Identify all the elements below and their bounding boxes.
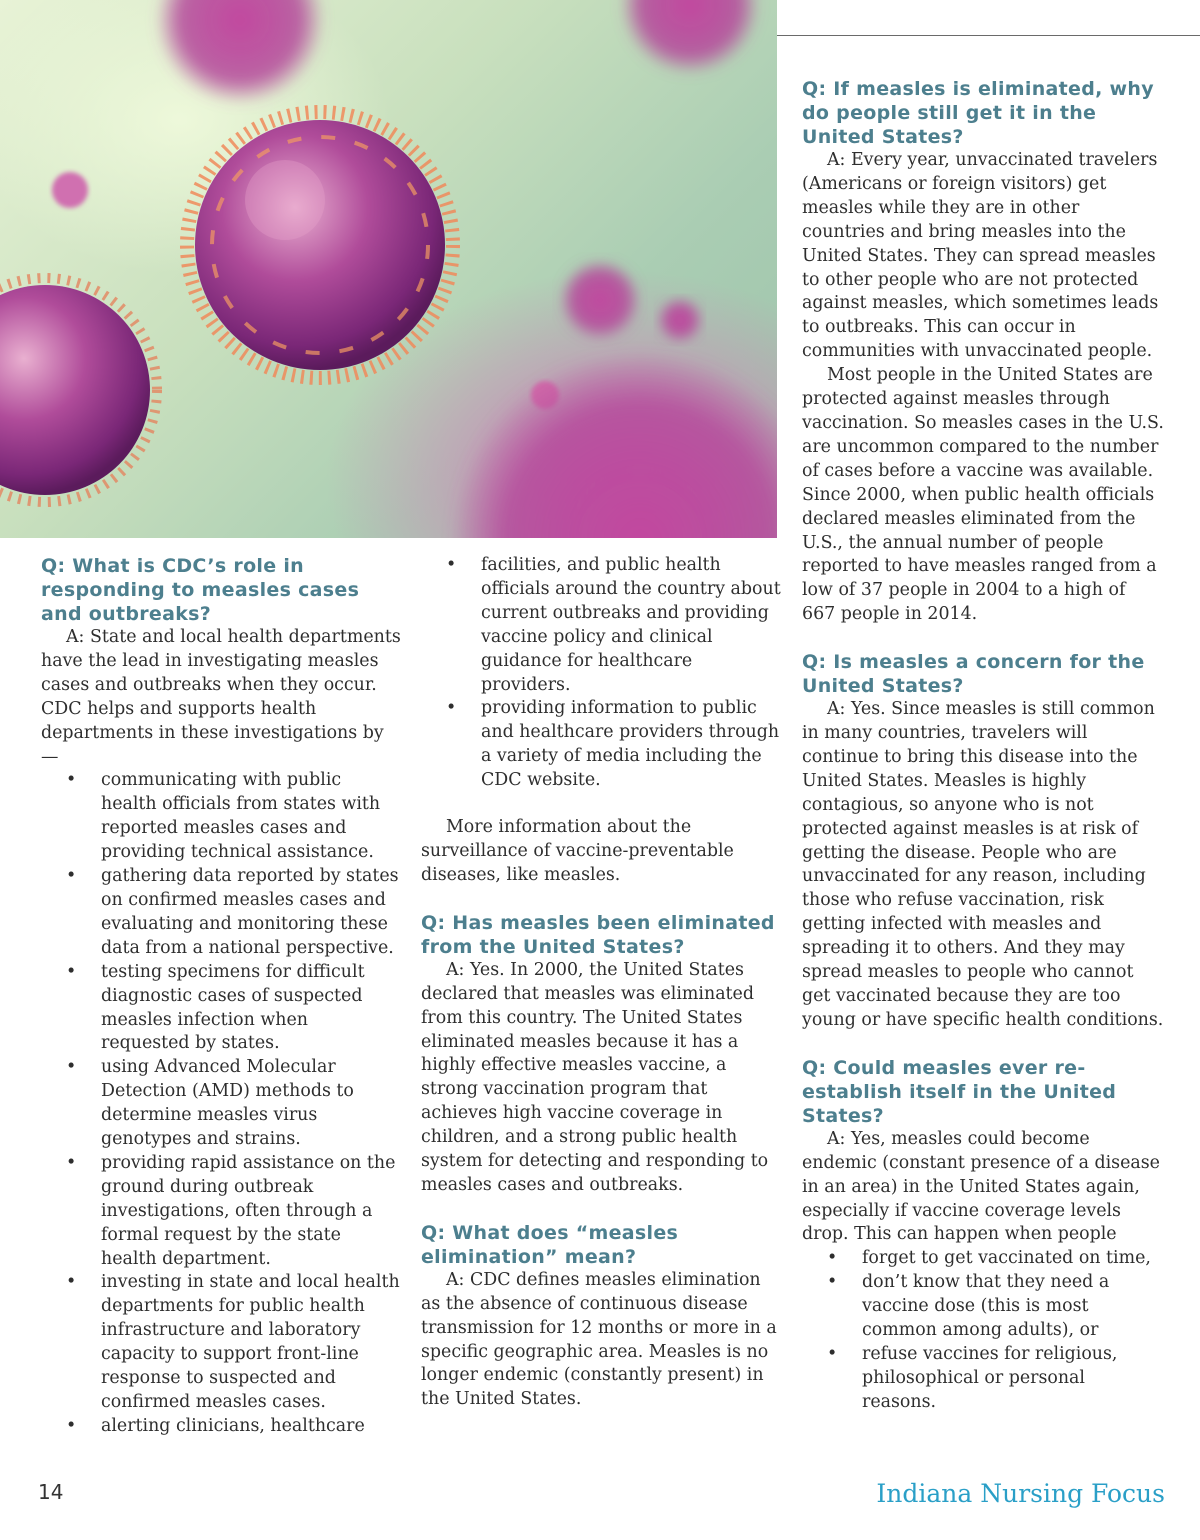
virus-particle — [560, 260, 640, 340]
column-2 — [421, 554, 781, 1412]
answer-measles-eliminated: A: Yes. In 2000, the United States declared that measles was eliminated from this country. The United States eliminated measles because it has a highly effective measles vaccine, a strong vaccination program that achieves high vaccine coverage in children, and a strong public health system for detecting and responding to measles cases and outbreaks. — [421, 959, 769, 1195]
list-item: • providing information to public and healthcare providers through a variety of media including the CDC website. — [481, 697, 781, 793]
question-re-establish: Q: Could measles ever re-establish itself in the United States? — [802, 1056, 1117, 1127]
virus-particle — [52, 172, 88, 208]
list-item: • gathering data reported by states on confirmed measles cases and evaluating and monitoring these data from a national perspective. — [101, 865, 401, 961]
question-concern: Q: Is measles a concern for the United States? — [802, 651, 1145, 698]
virus-particle — [195, 120, 445, 370]
cdc-role-list-continued — [421, 554, 781, 793]
column-1 — [41, 554, 401, 1439]
magazine-title: Indiana Nursing Focus — [876, 1479, 1165, 1508]
question-measles-eliminated: Q: Has measles been eliminated from the United States? — [421, 911, 775, 958]
list-item: • don’t know that they need a vaccine dose (this is most common among adults), or — [862, 1271, 1164, 1343]
measles-virus-illustration — [0, 0, 777, 538]
list-item: • investing in state and local health departments for public health infrastructure and laboratory capacity to support front-line response to suspected and confirmed measles cases. — [101, 1271, 401, 1414]
question-cdc-role: Q: What is CDC’s role in responding to measles cases and outbreaks? — [41, 555, 360, 625]
question-why-still-get-it: Q: If measles is eliminated, why do people still get it in the United States? — [802, 78, 1154, 148]
virus-illustration-svg — [0, 0, 777, 538]
list-item: • alerting clinicians, healthcare — [101, 1415, 401, 1439]
question-elimination-meaning: Q: What does “measles elimination” mean? — [421, 1221, 679, 1268]
list-item: • using Advanced Molecular Detection (AMD) methods to determine measles virus genotypes and strains. — [101, 1056, 401, 1152]
list-item: • refuse vaccines for religious, philosophical or personal reasons. — [862, 1343, 1164, 1415]
list-item: • testing specimens for difficult diagnostic cases of suspected measles infection when requested by states. — [101, 961, 401, 1057]
answer-re-establish: A: Yes, measles could become endemic (constant presence of a disease in an area) in the United States again, especially if vaccine coverage levels drop. This can happen when people — [802, 1128, 1160, 1245]
column-3 — [802, 77, 1164, 1415]
re-establish-list — [802, 1247, 1164, 1414]
virus-particle — [620, 0, 760, 75]
answer-elimination-meaning: A: CDC defines measles elimination as the absence of continuous disease transmission for 12 months or more in a specific geographic area. Measles is no longer endemic (constantly present) in the United States. — [421, 1269, 777, 1410]
answer-why-still-get-it-continued: Most people in the United States are protected against measles through vaccination. So measles cases in the U.S. are uncommon compared to the number of cases before a vaccine was available. Since 2000, when public health officials declared measles eliminated from the U.S., the annual number of people reported to have measles ranged from a low of 37 people in 2004 to a high of 667 people in 2014. — [802, 365, 1164, 625]
virus-particle — [450, 350, 777, 538]
top-rule — [777, 35, 1200, 36]
answer-concern: A: Yes. Since measles is still common in many countries, travelers will continue to bring this disease into the United States. Measles is highly contagious, so anyone who is not protected against measles is at risk of getting the disease. People who are unvaccinated for any reason, including those who refuse vaccination, risk getting infected with measles and spreading it to others. And they may spread measles to people who cannot get vaccinated because they are too young or have specific health conditions. — [802, 699, 1164, 1030]
answer-why-still-get-it: A: Every year, unvaccinated travelers (Americans or foreign visitors) get measles while they are in other countries and bring measles into the United States. They can spread measles to other people who are not protected against measles, which sometimes leads to outbreaks. This can occur in communities with unvaccinated people. — [802, 150, 1159, 362]
list-item: • providing rapid assistance on the ground during outbreak investigations, often through a formal request by the state health department. — [101, 1152, 401, 1272]
list-item: • communicating with public health officials from states with reported measles cases and providing technical assistance. — [101, 769, 401, 865]
cdc-role-list — [41, 769, 401, 1438]
list-item: • forget to get vaccinated on time, — [862, 1247, 1164, 1271]
list-item-continued — [481, 554, 781, 697]
virus-particle — [155, 0, 325, 105]
more-information-link[interactable]: More information about the surveillance of vaccine-preventable diseases, like measles. — [421, 817, 734, 885]
page-number: 14 — [38, 1480, 64, 1504]
virus-particle — [658, 298, 702, 342]
answer-cdc-role: A: State and local health departments have the lead in investigating measles cases and outbreaks when they occur. CDC helps and supports health departments in these investigations by— — [41, 627, 401, 767]
list-item-continued-text: facilities, and public health officials around the country about current outbreaks and providing vaccine policy and clinical guidance for healthcare providers. — [481, 555, 781, 695]
